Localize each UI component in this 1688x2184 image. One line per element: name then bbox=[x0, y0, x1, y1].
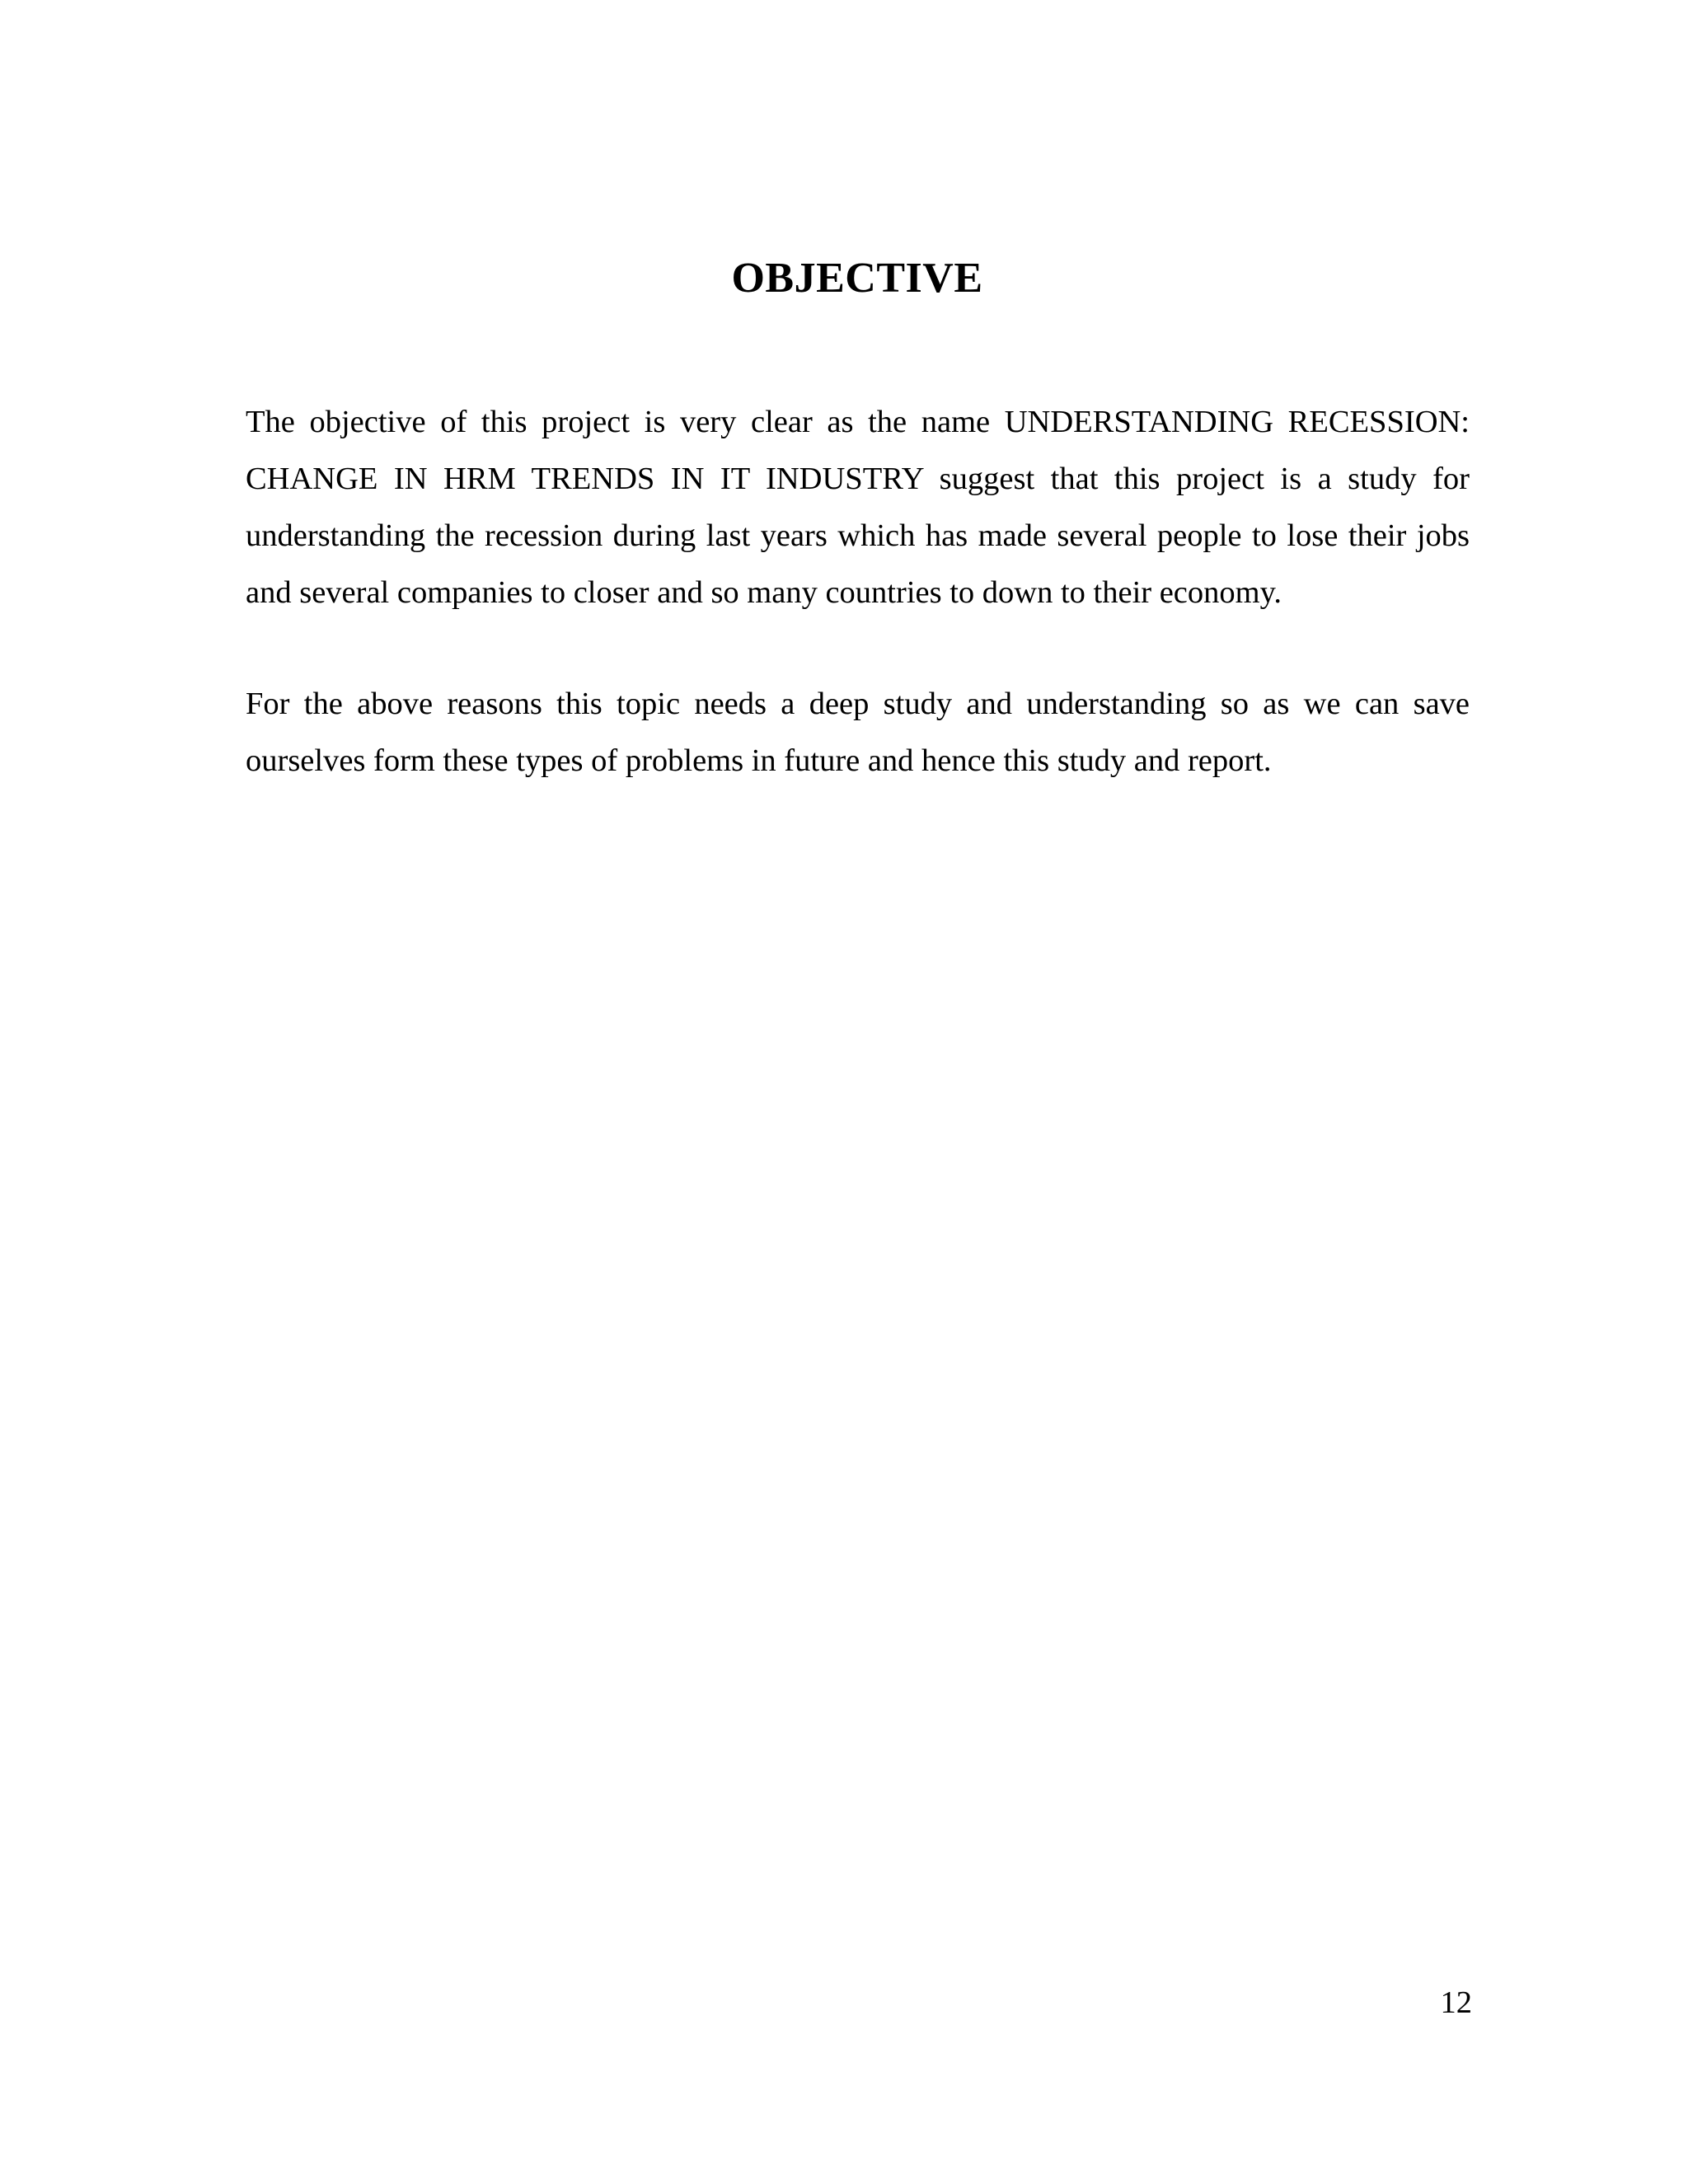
objective-paragraph-1: The objective of this project is very clear as the name UNDERSTANDING RECESSION: CHANGE IN HRM TRENDS IN IT INDUSTRY suggest that this project is a study for understanding the recession during last years which has made several people to lose their jobs and several companies to closer and so many countries to down to their economy. bbox=[246, 405, 1470, 610]
page-number: 12 bbox=[1440, 1985, 1472, 2020]
page-title: OBJECTIVE bbox=[731, 255, 983, 302]
objective-paragraph-2: For the above reasons this topic needs a deep study and understanding so as we can save ourselves form these types of problems in future and hence this study and report. bbox=[246, 687, 1470, 778]
